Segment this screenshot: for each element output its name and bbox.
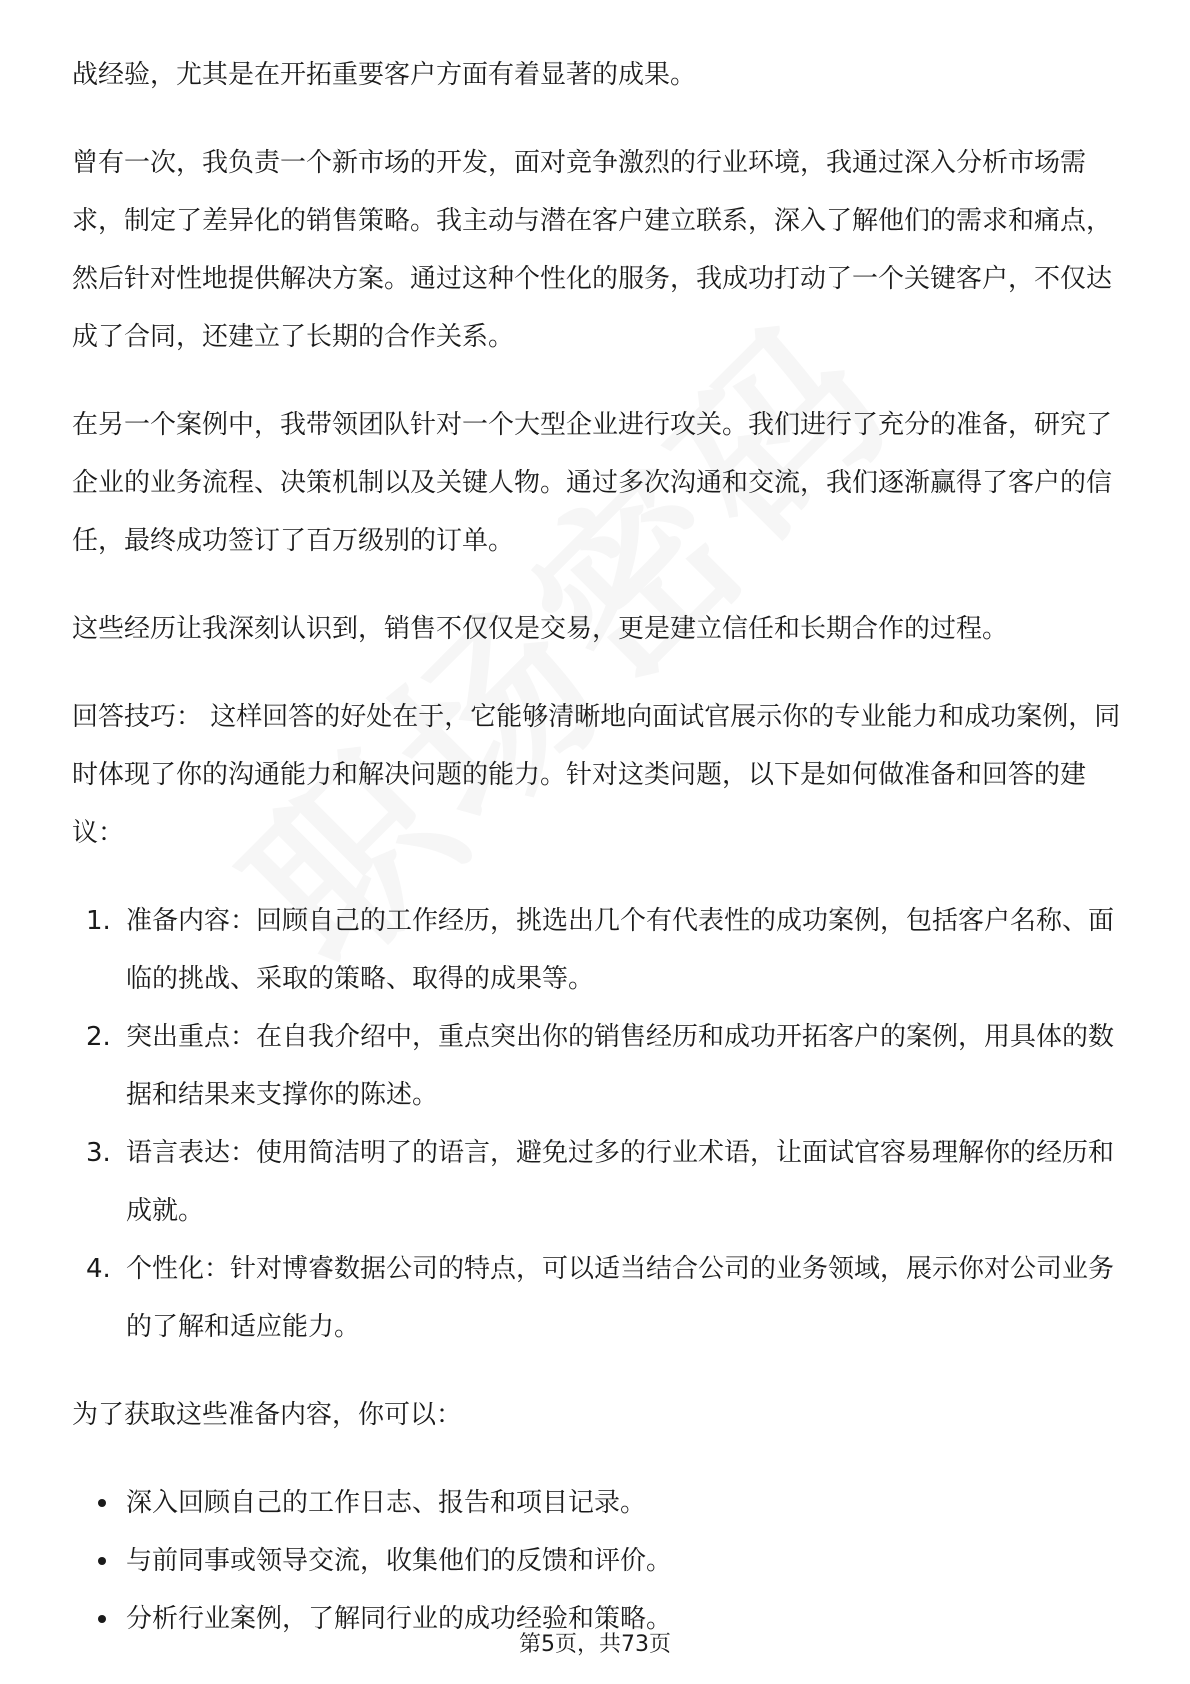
paragraph: 战经验，尤其是在开拓重要客户方面有着显著的成果。 (72, 60, 697, 90)
bullet-intro: 为了获取这些准备内容，你可以： (72, 1400, 463, 1430)
bullet-item-text: 分析行业案例，了解同行业的成功经验和策略。 (126, 1604, 673, 1634)
paragraph: 这些经历让我深刻认识到，销售不仅仅是交易，更是建立信任和长期合作的过程。 (72, 614, 1009, 644)
paragraph: 在另一个案例中，我带领团队针对一个大型企业进行攻关。我们进行了充分的准备，研究了企业的业务流程、决策机制以及关键人物。通过多次沟通和交流，我们逐渐赢得了客户的信任，最终成功签订了百万级别的订单。 (72, 410, 1113, 556)
list-item (72, 1240, 1122, 1356)
page-number: 第5页，共73页 (519, 1632, 671, 1657)
bullet-item (72, 1532, 1122, 1590)
bullet-dot-icon (98, 1499, 106, 1507)
list-number: 4. (86, 1254, 111, 1284)
list-item-text: 准备内容：回顾自己的工作经历，挑选出几个有代表性的成功案例，包括客户名称、面临的挑战、采取的策略、取得的成果等。 (126, 906, 1115, 994)
list-item-text: 语言表达：使用简洁明了的语言，避免过多的行业术语，让面试官容易理解你的经历和成就。 (126, 1138, 1115, 1226)
list-number: 3. (86, 1138, 111, 1168)
list-item-text: 个性化：针对博睿数据公司的特点，可以适当结合公司的业务领域，展示你对公司业务的了解和适应能力。 (126, 1254, 1115, 1342)
bullet-item-text: 与前同事或领导交流，收集他们的反馈和评价。 (126, 1546, 673, 1576)
bullet-dot-icon (98, 1557, 106, 1565)
list-item-text: 突出重点：在自我介绍中，重点突出你的销售经历和成功开拓客户的案例，用具体的数据和结果来支撑你的陈述。 (126, 1022, 1115, 1110)
bullet-dot-icon (98, 1615, 106, 1623)
list-item (72, 1008, 1122, 1124)
paragraph: 曾有一次，我负责一个新市场的开发，面对竞争激烈的行业环境，我通过深入分析市场需求，制定了差异化的销售策略。我主动与潜在客户建立联系，深入了解他们的需求和痛点，然后针对性地提供解决方案。通过这种个性化的服务，我成功打动了一个关键客户，不仅达成了合同，还建立了长期的合作关系。 (72, 148, 1113, 352)
bullet-item-text: 深入回顾自己的工作日志、报告和项目记录。 (126, 1488, 647, 1518)
bullet-item (72, 1474, 1122, 1532)
list-number: 2. (86, 1022, 111, 1052)
numbered-list (72, 892, 1122, 1356)
document-body (72, 46, 1122, 1648)
paragraph: 回答技巧： 这样回答的好处在于，它能够清晰地向面试官展示你的专业能力和成功案例，同时体现了你的沟通能力和解决问题的能力。针对这类问题，以下是如何做准备和回答的建议： (72, 702, 1121, 848)
list-number: 1. (86, 906, 111, 936)
list-item (72, 892, 1122, 1008)
bullet-list (72, 1474, 1122, 1648)
list-item (72, 1124, 1122, 1240)
